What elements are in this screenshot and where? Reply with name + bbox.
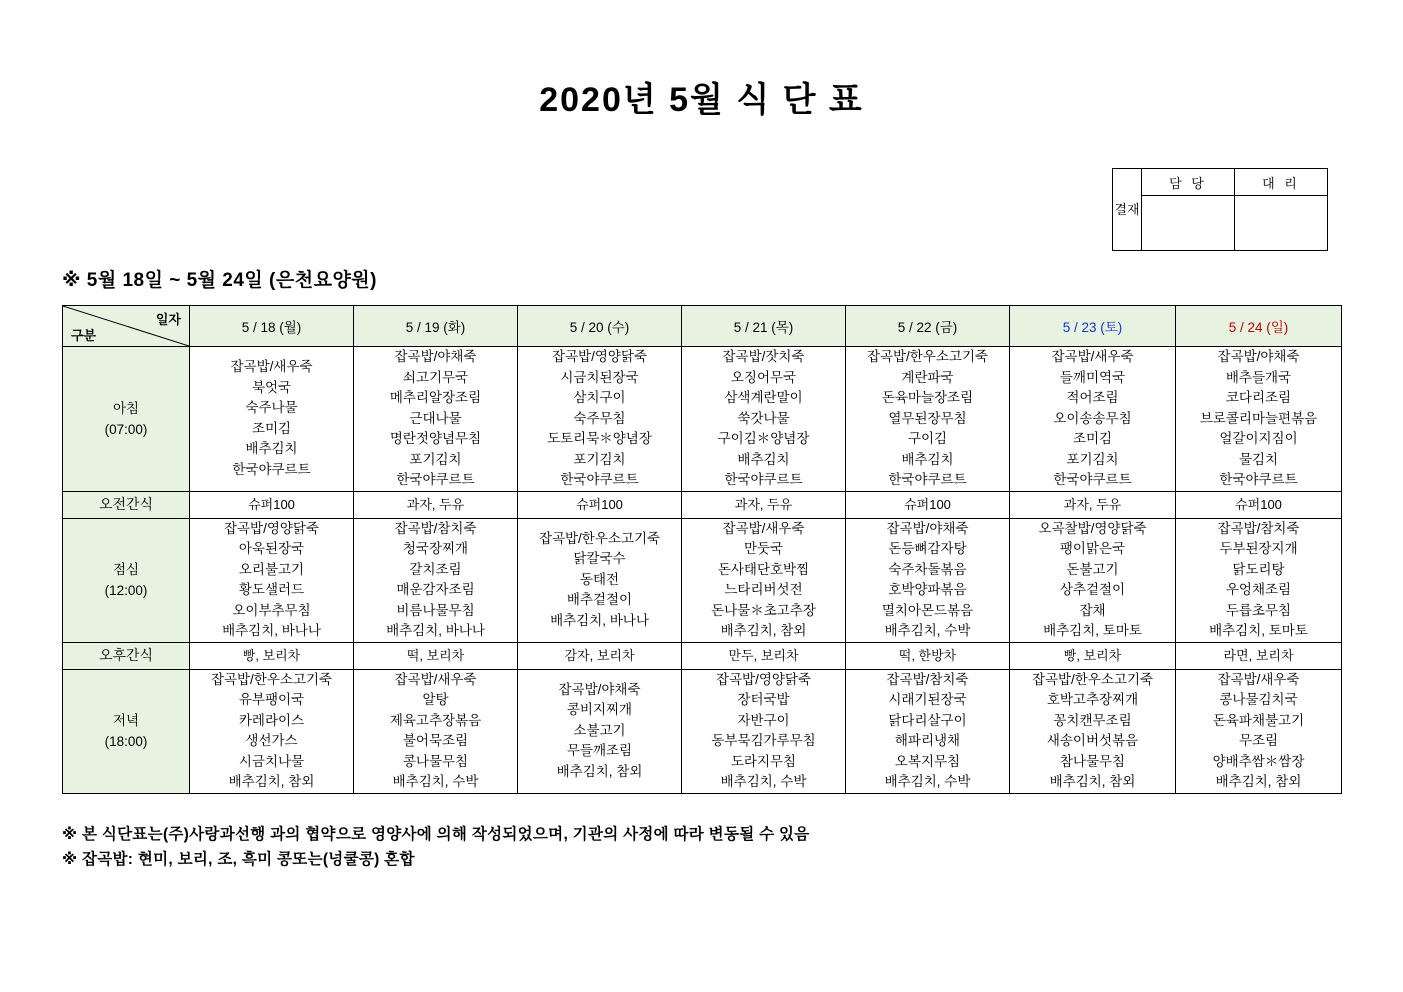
table-row-afternoon-snack bbox=[63, 642, 1342, 669]
table-row-breakfast bbox=[63, 347, 1342, 492]
row-label-dinner-time: (18:00) bbox=[104, 734, 148, 749]
menu-cell-breakfast-mon: 잡곡밥/새우죽 북엇국 숙주나물 조미김 배추김치 한국야쿠르트 bbox=[190, 347, 354, 492]
row-label-lunch-name: 점심 bbox=[112, 562, 140, 577]
menu-cell-afternoon-snack-fri: 떡, 한방차 bbox=[846, 642, 1010, 669]
menu-cell-morning-snack-sun: 슈퍼100 bbox=[1176, 491, 1342, 518]
menu-cell-morning-snack-sat: 과자, 두유 bbox=[1010, 491, 1176, 518]
menu-cell-dinner-fri: 잡곡밥/참치죽 시래기된장국 닭다리살구이 해파리냉채 오복지무침 배추김치, 수박 bbox=[846, 669, 1010, 793]
approval-col-deputy: 대 리 bbox=[1235, 169, 1328, 196]
date-range-subtitle: ※ 5월 18일 ~ 5월 24일 (은천요양원) bbox=[62, 270, 377, 291]
page-title: 2020년 5월 식 단 표 bbox=[539, 81, 864, 119]
menu-cell-breakfast-tue: 잡곡밥/야채죽 쇠고기무국 메추리알장조림 근대나물 명란젓양념무침 포기김치 한국야쿠르트 bbox=[354, 347, 518, 492]
weekly-menu-table-wrapper bbox=[62, 305, 1341, 794]
row-label-dinner-name: 저녁 bbox=[112, 713, 140, 728]
row-label-breakfast bbox=[63, 347, 190, 492]
menu-cell-breakfast-wed: 잡곡밥/영양닭죽 시금치된장국 삼치구이 숙주무침 도토리묵＊양념장 포기김치 한국야쿠르트 bbox=[518, 347, 682, 492]
footnote-2: ※ 잡곡밥: 현미, 보리, 조, 흑미 콩또는(넝쿨콩) 혼합 bbox=[62, 851, 415, 868]
day-header-tue: 5 / 19 (화) bbox=[354, 306, 518, 347]
row-label-lunch bbox=[63, 518, 190, 642]
row-label-dinner bbox=[63, 669, 190, 793]
day-header-sat: 5 / 23 (토) bbox=[1010, 306, 1176, 347]
approval-sign-manager[interactable] bbox=[1142, 196, 1235, 251]
approval-sign-deputy[interactable] bbox=[1235, 196, 1328, 251]
day-header-thu: 5 / 21 (목) bbox=[682, 306, 846, 347]
menu-cell-lunch-wed: 잡곡밥/한우소고기죽 닭칼국수 동태전 배추겉절이 배추김치, 바나나 bbox=[518, 518, 682, 642]
row-label-lunch-time: (12:00) bbox=[104, 583, 148, 598]
approval-col-manager: 담 당 bbox=[1142, 169, 1235, 196]
table-row-lunch bbox=[63, 518, 1342, 642]
footnote-1: ※ 본 식단표는(주)사랑과선행 과의 협약으로 영양사에 의해 작성되었으며, 기관의 사정에 따라 변동될 수 있음 bbox=[62, 826, 810, 843]
day-header-mon: 5 / 18 (월) bbox=[190, 306, 354, 347]
menu-cell-afternoon-snack-wed: 감자, 보리차 bbox=[518, 642, 682, 669]
menu-cell-dinner-mon: 잡곡밥/한우소고기죽 유부팽이국 카레라이스 생선가스 시금치나물 배추김치, 참외 bbox=[190, 669, 354, 793]
menu-cell-morning-snack-thu: 과자, 두유 bbox=[682, 491, 846, 518]
table-row-morning-snack bbox=[63, 491, 1342, 518]
menu-cell-breakfast-thu: 잡곡밥/잣치죽 오징어무국 삼색계란말이 쑥갓나물 구이김＊양념장 배추김치 한국야쿠르트 bbox=[682, 347, 846, 492]
menu-cell-morning-snack-tue: 과자, 두유 bbox=[354, 491, 518, 518]
menu-cell-lunch-sat: 오곡찰밥/영양닭죽 팽이맑은국 돈불고기 상추겉절이 잡채 배추김치, 토마토 bbox=[1010, 518, 1176, 642]
menu-cell-morning-snack-mon: 슈퍼100 bbox=[190, 491, 354, 518]
menu-cell-afternoon-snack-tue: 떡, 보리차 bbox=[354, 642, 518, 669]
row-label-breakfast-name: 아침 bbox=[112, 400, 140, 416]
weekly-menu-table bbox=[62, 305, 1342, 794]
row-label-afternoon-snack: 오후간식 bbox=[63, 642, 190, 669]
menu-cell-dinner-tue: 잡곡밥/새우죽 알탕 제육고추장볶음 불어묵조림 콩나물무침 배추김치, 수박 bbox=[354, 669, 518, 793]
menu-cell-breakfast-sat: 잡곡밥/새우죽 들깨미역국 적어조림 오이송송무침 조미김 포기김치 한국야쿠르트 bbox=[1010, 347, 1176, 492]
menu-cell-afternoon-snack-thu: 만두, 보리차 bbox=[682, 642, 846, 669]
header-corner-date-label: 일자 bbox=[155, 312, 181, 327]
menu-cell-lunch-mon: 잡곡밥/영양닭죽 아욱된장국 오리불고기 황도샐러드 오이부추무침 배추김치, 바나나 bbox=[190, 518, 354, 642]
approval-stamp-box bbox=[1112, 168, 1328, 251]
menu-cell-breakfast-fri: 잡곡밥/한우소고기죽 계란파국 돈육마늘장조림 열무된장무침 구이김 배추김치 한국야쿠르트 bbox=[846, 347, 1010, 492]
menu-cell-afternoon-snack-sat: 빵, 보리차 bbox=[1010, 642, 1176, 669]
table-header-row bbox=[63, 306, 1342, 347]
day-header-wed: 5 / 20 (수) bbox=[518, 306, 682, 347]
day-header-fri: 5 / 22 (금) bbox=[846, 306, 1010, 347]
menu-cell-dinner-sat: 잡곡밥/한우소고기죽 호박고추장찌개 꽁치캔무조림 새송이버섯볶음 참나물무침 배추김치, 참외 bbox=[1010, 669, 1176, 793]
footnotes bbox=[62, 822, 810, 872]
menu-cell-morning-snack-wed: 슈퍼100 bbox=[518, 491, 682, 518]
header-corner-cell bbox=[63, 306, 190, 347]
menu-cell-afternoon-snack-mon: 빵, 보리차 bbox=[190, 642, 354, 669]
menu-cell-dinner-wed: 잡곡밥/야채죽 콩비지찌개 소불고기 무들깨조림 배추김치, 참외 bbox=[518, 669, 682, 793]
menu-cell-dinner-sun: 잡곡밥/새우죽 콩나물김치국 돈육파채불고기 무조림 양배추쌈＊쌈장 배추김치, 참외 bbox=[1176, 669, 1342, 793]
menu-cell-dinner-thu: 잡곡밥/영양닭죽 장터국밥 자반구이 동부묵김가루무침 도라지무침 배추김치, 수박 bbox=[682, 669, 846, 793]
menu-cell-breakfast-sun: 잡곡밥/야채죽 배추들개국 코다리조림 브로콜리마늘편볶음 얼갈이지짐이 물김치 한국야쿠르트 bbox=[1176, 347, 1342, 492]
table-row-dinner bbox=[63, 669, 1342, 793]
menu-cell-morning-snack-fri: 슈퍼100 bbox=[846, 491, 1010, 518]
menu-cell-lunch-sun: 잡곡밥/참치죽 두부된장지개 닭도리탕 우엉채조림 두릅초무침 배추김치, 토마토 bbox=[1176, 518, 1342, 642]
row-label-breakfast-time: (07:00) bbox=[104, 421, 148, 437]
header-corner-category-label: 구분 bbox=[71, 328, 97, 343]
row-label-morning-snack: 오전간식 bbox=[63, 491, 190, 518]
menu-cell-lunch-fri: 잡곡밥/야채죽 돈등뼈감자탕 숙주차돌볶음 호박양파볶음 멸치아몬드볶음 배추김치, 수박 bbox=[846, 518, 1010, 642]
menu-cell-afternoon-snack-sun: 라면, 보리차 bbox=[1176, 642, 1342, 669]
day-header-sun: 5 / 24 (일) bbox=[1176, 306, 1342, 347]
menu-cell-lunch-tue: 잡곡밥/참치죽 청국장찌개 갈치조림 매운감자조림 비름나물무침 배추김치, 바나나 bbox=[354, 518, 518, 642]
approval-label: 결재 bbox=[1113, 169, 1142, 251]
menu-cell-lunch-thu: 잡곡밥/새우죽 만둣국 돈사태단호박찜 느타리버섯전 돈나물＊초고추장 배추김치, 참외 bbox=[682, 518, 846, 642]
